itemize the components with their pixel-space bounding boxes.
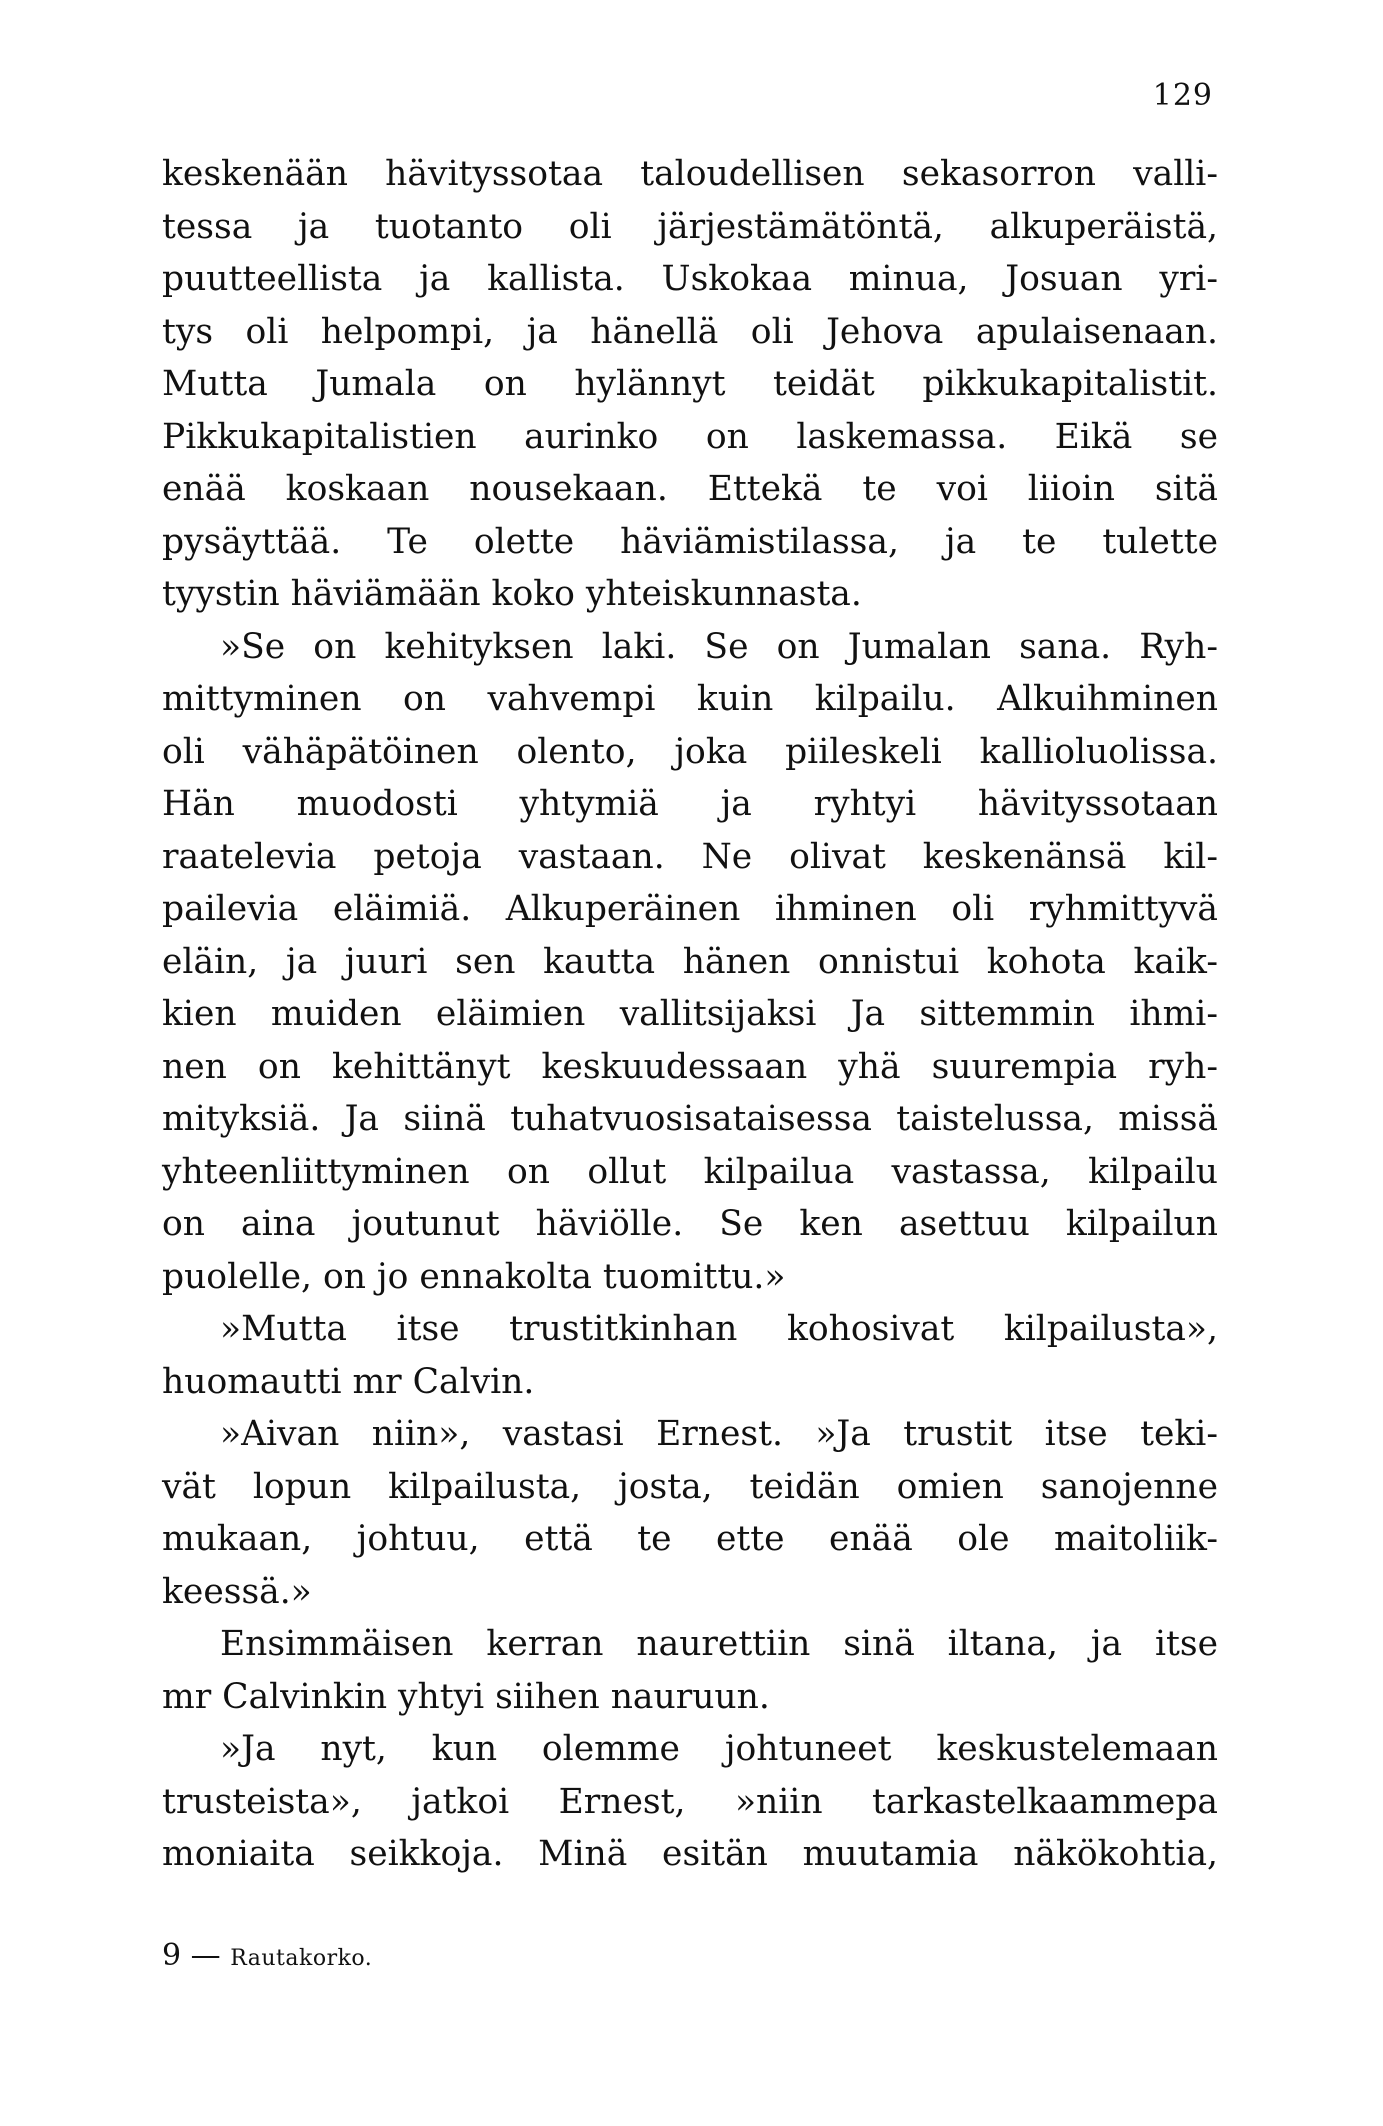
text-line: oli vähäpätöinen olento, joka piileskeli kallioluolissa.: [162, 731, 1218, 772]
text-line: »Ja nyt, kun olemme johtuneet keskustelemaan: [220, 1729, 1218, 1769]
body-text: [162, 148, 1218, 1881]
text-line: tys oli helpompi, ja hänellä oli Jehova apulaisenaan.: [162, 311, 1218, 352]
text-line: raatelevia petoja vastaan. Ne olivat keskenänsä kil-: [162, 836, 1218, 877]
text-line: puutteellista ja kallista. Uskokaa minua, Josuan yri-: [162, 259, 1218, 299]
text-line: pailevia eläimiä. Alkuperäinen ihminen oli ryhmittyvä: [162, 889, 1218, 929]
text-line: mityksiä. Ja siinä tuhatvuosisataisessa taistelussa, missä: [162, 1099, 1218, 1139]
signature-number: 9: [162, 1938, 182, 1973]
text-line: Ensimmäisen kerran naurettiin sinä iltana, ja itse: [220, 1624, 1218, 1664]
text-line: vät lopun kilpailusta, josta, teidän omien sanojenne: [162, 1466, 1218, 1507]
text-line: Pikkukapitalistien aurinko on laskemassa. Eikä se: [162, 416, 1218, 457]
text-line: moniaita seikkoja. Minä esitän muutamia näkökohtia,: [162, 1834, 1218, 1874]
text-line: on aina joutunut häviölle. Se ken asettuu kilpailun: [162, 1204, 1218, 1244]
printer-signature: [162, 1938, 372, 1973]
text-line: tyystin häviämään koko yhteiskunnasta.: [162, 574, 862, 614]
text-line: yhteenliittyminen on ollut kilpailua vastassa, kilpailu: [162, 1151, 1218, 1192]
page-number: 129: [1152, 78, 1213, 113]
text-line: puolelle, on jo ennakolta tuomittu.»: [162, 1256, 786, 1297]
text-line: trusteista», jatkoi Ernest, »niin tarkastelkaammepa: [162, 1781, 1218, 1822]
text-line: tessa ja tuotanto oli järjestämätöntä, alkuperäistä,: [162, 206, 1218, 247]
text-line: keessä.»: [162, 1571, 312, 1612]
signature-dash: —: [190, 1938, 221, 1973]
text-line: »Se on kehityksen laki. Se on Jumalan sana. Ryh-: [220, 626, 1218, 667]
text-line: eläin, ja juuri sen kautta hänen onnistui kohota kaik-: [162, 941, 1218, 982]
text-line: »Aivan niin», vastasi Ernest. »Ja trustit itse teki-: [220, 1414, 1218, 1454]
text-line: mittyminen on vahvempi kuin kilpailu. Alkuihminen: [162, 679, 1218, 719]
signature-title: Rautakorko.: [230, 1946, 373, 1971]
text-line: enää koskaan nousekaan. Ettekä te voi liioin sitä: [162, 469, 1218, 509]
text-line: keskenään hävityssotaa taloudellisen sekasorron valli-: [162, 154, 1218, 194]
text-line: huomautti mr Calvin.: [162, 1361, 535, 1402]
text-line: Mutta Jumala on hylännyt teidät pikkukapitalistit.: [162, 364, 1218, 404]
text-line: Hän muodosti yhtymiä ja ryhtyi hävityssotaan: [162, 784, 1218, 824]
text-line: nen on kehittänyt keskuudessaan yhä suurempia ryh-: [162, 1046, 1218, 1087]
text-line: kien muiden eläimien vallitsijaksi Ja sittemmin ihmi-: [162, 994, 1218, 1034]
text-line: »Mutta itse trustitkinhan kohosivat kilpailusta»,: [220, 1309, 1218, 1349]
text-line: mukaan, johtuu, että te ette enää ole maitoliik-: [162, 1519, 1218, 1559]
text-line: pysäyttää. Te olette häviämistilassa, ja te tulette: [162, 521, 1218, 562]
text-line: mr Calvinkin yhtyi siihen nauruun.: [162, 1676, 770, 1717]
